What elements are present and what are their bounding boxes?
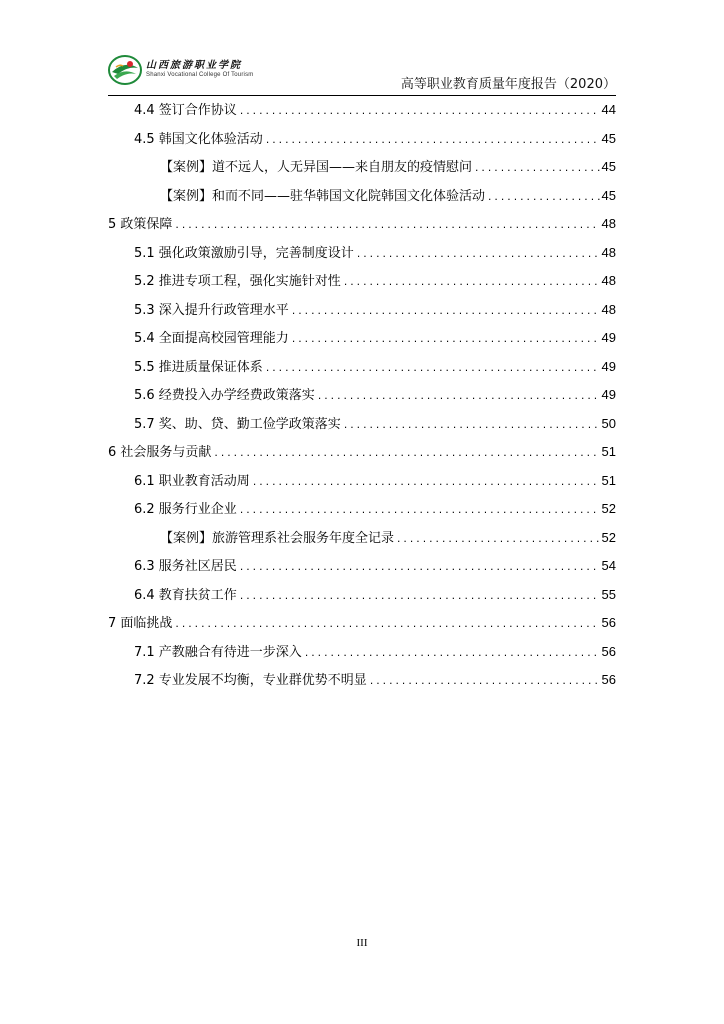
toc-entry-page: 48 [601, 216, 616, 231]
toc-leader-dots [356, 241, 600, 270]
toc-entry[interactable] [108, 666, 616, 695]
toc-entry-page: 48 [601, 301, 616, 317]
toc-entry-label: 4.4 签订合作协议 [134, 103, 237, 118]
toc-leader-dots [343, 412, 600, 441]
toc-entry[interactable] [108, 410, 616, 439]
toc-leader-dots [239, 98, 600, 127]
toc-entry[interactable] [108, 182, 616, 211]
toc-entry[interactable] [108, 552, 616, 581]
toc-leader-dots [239, 554, 600, 583]
toc-entry[interactable] [108, 267, 616, 296]
toc-leader-dots [174, 611, 599, 640]
toc-leader-dots [291, 326, 600, 355]
report-title: 高等职业教育质量年度报告（2020） [400, 77, 616, 92]
toc-entry[interactable] [108, 638, 616, 667]
toc-entry-page: 45 [601, 130, 616, 146]
toc-entry-page: 56 [601, 672, 616, 687]
toc-entry-label: 7.2 专业发展不均衡，专业群优势不明显 [134, 673, 367, 688]
toc-entry[interactable] [108, 438, 616, 467]
toc-entry[interactable] [108, 381, 616, 410]
toc-entry[interactable] [108, 324, 616, 353]
toc-leader-dots [343, 269, 600, 298]
toc-leader-dots [487, 184, 600, 213]
toc-entry-label: 【案例】旅游管理系社会服务年度全记录 [160, 530, 395, 546]
toc-leader-dots [252, 469, 600, 498]
toc-entry-label: 【案例】和而不同——驻华韩国文化院韩国文化体验活动 [160, 188, 486, 204]
toc-leader-dots [239, 583, 600, 612]
toc-entry-label: 4.5 韩国文化体验活动 [134, 131, 263, 147]
toc-entry-label: 7 面临挑战 [108, 616, 173, 631]
toc-entry-page: 49 [601, 358, 616, 374]
toc-entry-page: 45 [601, 159, 616, 174]
toc-entry-page: 55 [601, 586, 616, 602]
toc-entry-page: 52 [601, 529, 616, 545]
toc-leader-dots [317, 383, 600, 412]
toc-entry[interactable] [108, 239, 616, 268]
toc-entry[interactable] [108, 125, 616, 154]
toc-entry[interactable] [108, 495, 616, 524]
toc-leader-dots [396, 526, 600, 555]
toc-entry-page: 49 [601, 387, 616, 402]
toc-entry-page: 44 [601, 102, 616, 117]
toc-entry[interactable] [108, 524, 616, 553]
toc-entry-page: 56 [601, 615, 616, 630]
page-header [108, 50, 616, 96]
toc-entry-label: 7.1 产教融合有待进一步深入 [134, 644, 302, 660]
toc-leader-dots [265, 127, 600, 156]
toc-entry[interactable] [108, 353, 616, 382]
toc-entry-page: 45 [601, 187, 616, 203]
toc-leader-dots [304, 640, 600, 669]
toc-entry[interactable] [108, 609, 616, 638]
table-of-contents [108, 96, 616, 695]
toc-entry-page: 50 [601, 415, 616, 431]
toc-entry-page: 48 [601, 273, 616, 288]
toc-leader-dots [174, 212, 599, 241]
toc-entry[interactable] [108, 296, 616, 325]
toc-entry[interactable] [108, 581, 616, 610]
toc-entry-label: 6.2 服务行业企业 [134, 502, 237, 517]
logo-text-chinese: 山西旅游职业学院 [146, 60, 242, 71]
toc-entry-page: 49 [601, 330, 616, 345]
toc-entry-label: 5.6 经费投入办学经费政策落实 [134, 388, 315, 403]
toc-entry[interactable] [108, 210, 616, 239]
toc-leader-dots [369, 668, 600, 697]
toc-entry-label: 5.2 推进专项工程，强化实施针对性 [134, 274, 341, 289]
toc-entry-page: 48 [601, 244, 616, 260]
toc-leader-dots [265, 355, 600, 384]
toc-entry[interactable] [108, 467, 616, 496]
college-logo-icon [108, 54, 142, 86]
toc-entry-label: 5.7 奖、助、贷、勤工俭学政策落实 [134, 416, 341, 432]
toc-entry-label: 6.3 服务社区居民 [134, 559, 237, 574]
toc-leader-dots [239, 497, 600, 526]
toc-leader-dots [474, 155, 600, 184]
toc-leader-dots [213, 440, 599, 469]
logo-text-english: Shanxi Vocational College Of Tourism [146, 72, 254, 78]
toc-entry-label: 6.4 教育扶贫工作 [134, 587, 237, 603]
toc-entry[interactable] [108, 153, 616, 182]
toc-entry-label: 【案例】道不远人，人无异国——来自朋友的疫情慰问 [160, 160, 473, 175]
toc-entry-page: 52 [601, 501, 616, 516]
toc-entry-page: 51 [601, 472, 616, 488]
toc-entry-label: 5.5 推进质量保证体系 [134, 359, 263, 375]
toc-entry-label: 5 政策保障 [108, 217, 173, 232]
toc-entry-label: 5.1 强化政策激励引导，完善制度设计 [134, 245, 354, 261]
toc-entry-page: 51 [601, 444, 616, 459]
toc-leader-dots [291, 298, 600, 327]
toc-entry[interactable] [108, 96, 616, 125]
toc-entry-label: 6.1 职业教育活动周 [134, 473, 250, 489]
toc-entry-label: 5.4 全面提高校园管理能力 [134, 331, 289, 346]
toc-entry-page: 54 [601, 558, 616, 573]
toc-entry-page: 56 [601, 643, 616, 659]
toc-entry-label: 6 社会服务与贡献 [108, 445, 212, 460]
page-number: III [356, 937, 368, 949]
toc-entry-label: 5.3 深入提升行政管理水平 [134, 302, 289, 318]
